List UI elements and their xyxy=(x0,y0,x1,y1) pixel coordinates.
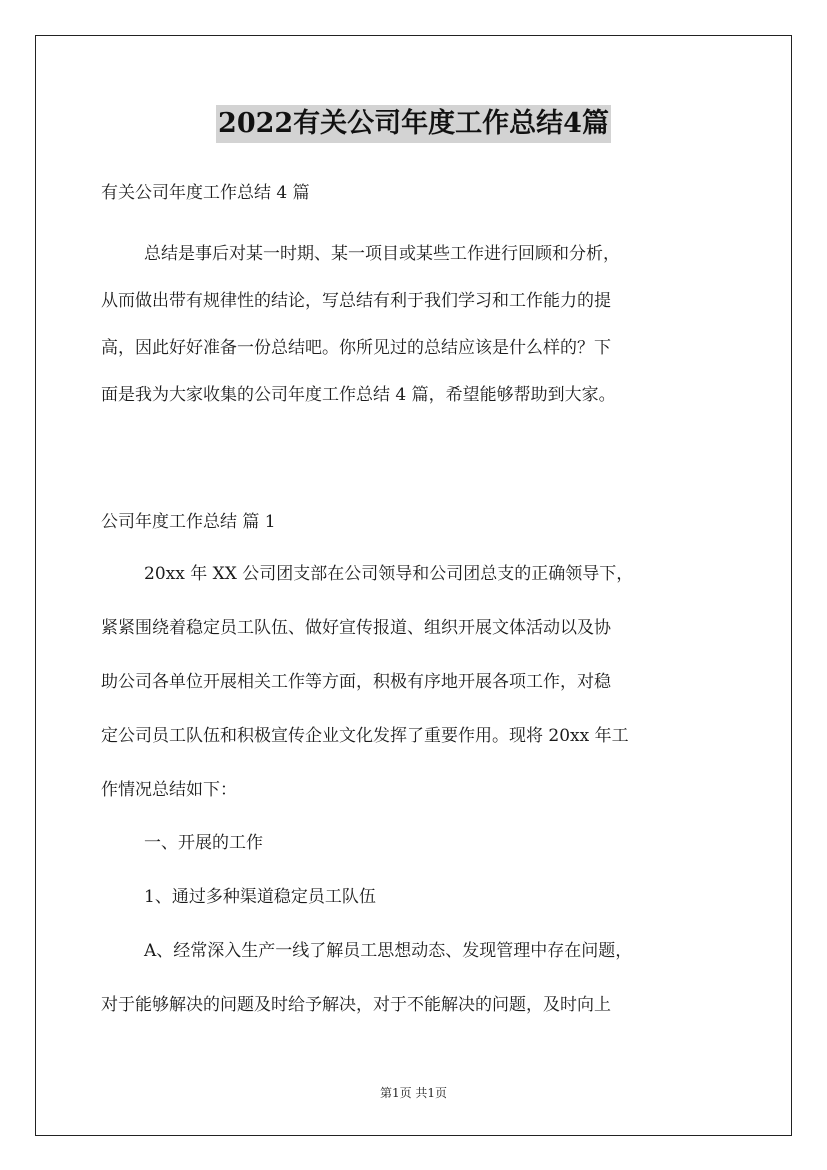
item-a-line: A、经常深入生产一线了解员工思想动态、发现管理中存在问题， xyxy=(144,941,633,961)
section-line: 紧紧围绕着稳定员工队伍、做好宣传报道、组织开展文体活动以及协 xyxy=(101,618,611,638)
document-title xyxy=(0,102,827,143)
heading-level-2: 1、通过多种渠道稳定员工队伍 xyxy=(144,887,376,907)
document-title-text: 2022有关公司年度工作总结4篇 xyxy=(216,105,611,143)
intro-paragraph xyxy=(101,231,620,419)
item-a-paragraph xyxy=(101,924,632,1032)
item-a-line: 对于能够解决的问题及时给予解决，对于不能解决的问题，及时向上 xyxy=(101,995,611,1015)
section-heading: 公司年度工作总结 篇 1 xyxy=(101,512,276,532)
page-number-label: 第1页 共1页 xyxy=(379,1086,448,1100)
intro-line: 面是我为大家收集的公司年度工作总结 4 篇，希望能够帮助到大家。 xyxy=(101,385,616,405)
intro-line: 总结是事后对某一时期、某一项目或某些工作进行回顾和分析， xyxy=(144,244,620,264)
document-subtitle: 有关公司年度工作总结 4 篇 xyxy=(101,183,310,203)
heading-level-1: 一、开展的工作 xyxy=(144,833,263,853)
section-line: 助公司各单位开展相关工作等方面，积极有序地开展各项工作，对稳 xyxy=(101,672,611,692)
section-line: 定公司员工队伍和积极宣传企业文化发挥了重要作用。现将 20xx 年工 xyxy=(101,726,629,746)
section-line: 20xx 年 XX 公司团支部在公司领导和公司团总支的正确领导下， xyxy=(144,564,634,584)
section-paragraph xyxy=(101,547,633,817)
intro-line: 从而做出带有规律性的结论，写总结有利于我们学习和工作能力的提 xyxy=(101,291,611,311)
page-footer xyxy=(0,1084,827,1101)
section-line: 作情况总结如下： xyxy=(101,780,237,800)
intro-line: 高，因此好好准备一份总结吧。你所见过的总结应该是什么样的？下 xyxy=(101,338,611,358)
